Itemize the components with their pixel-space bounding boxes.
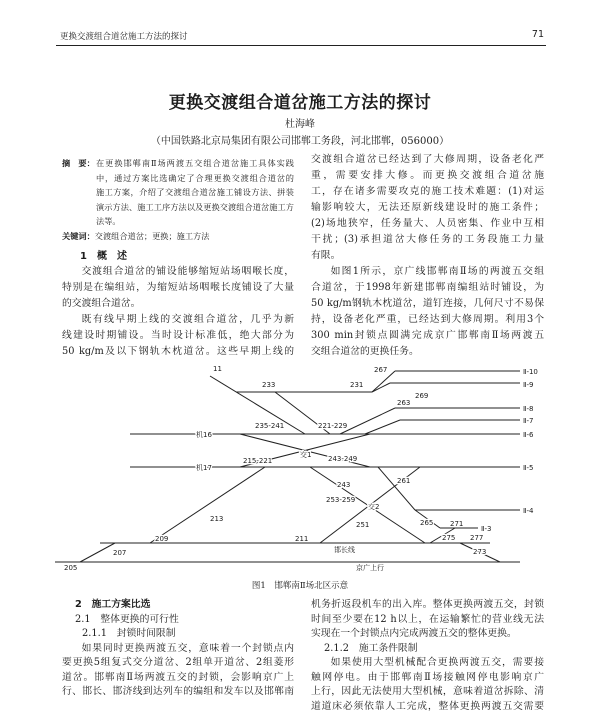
text-line: (2)场地狭窄，任务量大、人员密集、作业中互相 [311, 218, 544, 229]
track-line [372, 371, 395, 392]
text-line: 特别是在编组站，为缩短站场咽喉长度铺设了大量 [62, 282, 294, 293]
text-line: 如果使用大型机械配合更换两渡五交，需要接 [330, 657, 544, 668]
abstract-text [96, 156, 294, 229]
text-line: 工，存在诸多需要攻克的施工技术难题：(1)对运 [311, 186, 544, 197]
station-track-diagram [40, 358, 560, 573]
text-line: 有限。 [311, 250, 341, 261]
track-label: Ⅱ-5 [523, 464, 534, 472]
page-number: 71 [531, 29, 544, 40]
text-line: 50 kg/m钢轨木枕道岔，道钉连接，几何尺寸不易保 [311, 298, 544, 309]
switch-label: 207 [113, 549, 127, 557]
author-affiliation: （中国铁路北京局集团有限公司邯郸工务段，河北邯郸，056000） [150, 136, 450, 147]
track-label: Ⅱ-10 [523, 368, 538, 376]
switch-label: 243-249 [328, 455, 358, 463]
text-line: 如图1所示，京广线邯郸南Ⅱ场的两渡五交组 [330, 266, 544, 277]
subsection-heading: 2.1 整体更换的可行性 [75, 613, 179, 625]
text-line: 合道岔，于1998年新建邯郸南编组站时铺设，为 [311, 282, 544, 293]
crossing-label: 交1 [300, 451, 312, 459]
switch-label: 221-229 [318, 422, 348, 430]
text-line: 交组合道岔的更换任务。 [311, 346, 419, 357]
text-line: 实现在一个封锁点内完成两渡五交的整体更换。 [311, 628, 517, 639]
text-line: 在更换邯郸南Ⅱ场两渡五交组合道岔施工具体实践 [96, 158, 294, 168]
text-line: 交渡组合道岔已经达到了大修周期，设备老化严 [311, 154, 544, 165]
abstract-label: 摘 要： [62, 158, 95, 168]
paragraph [62, 264, 294, 312]
track-label: 邯长线 [334, 546, 355, 554]
section-heading: 2 施工方案比选 [75, 599, 151, 610]
track-label: 京广上行 [356, 564, 384, 572]
switch-label: 243 [337, 481, 351, 489]
track-labels [64, 365, 538, 572]
track-label: Ⅱ-9 [523, 381, 534, 389]
text-line: 上行，因此无法使用大型机械，意味着道岔拆除、清 [311, 686, 544, 697]
text-line: 300 min封锁点圆满完成京广邯郸南Ⅱ场两渡五 [311, 330, 544, 341]
left-column-section2 [62, 598, 294, 700]
subsubsection-heading: 2.1.1 封锁时间限制 [82, 628, 176, 639]
switch-label: 263 [397, 399, 411, 407]
text-line: 如果同时更换两渡五交，意味着一个封锁点内 [81, 642, 294, 654]
text-line: 重，需要安排大修。而更换交渡组合道岔施 [311, 170, 544, 181]
article-title: 更换交渡组合道岔施工方法的探讨 [168, 93, 432, 113]
switch-label: 275 [442, 534, 456, 542]
text-line: 法等。 [96, 216, 121, 226]
keywords [62, 229, 294, 243]
switch-label: 267 [374, 366, 388, 374]
switch-label: 261 [397, 477, 411, 485]
track-label: Ⅱ-7 [523, 417, 534, 425]
switch-label: 205 [64, 564, 78, 572]
paragraph [311, 264, 544, 360]
text-line: 道岔。邯郸南Ⅱ场两渡五交的封锁，会影响京广上 [62, 671, 294, 683]
text-line: 既有线早期上线的交渡组合道岔，几乎为新 [81, 314, 294, 325]
header-rule [56, 45, 546, 46]
paragraph [311, 656, 544, 714]
crossing-label: 交2 [368, 503, 380, 511]
track-line [80, 543, 115, 562]
figure-caption: 图1 邯郸南Ⅱ场北区示意 [251, 581, 349, 591]
switch-label: 211 [295, 535, 309, 543]
switch-label: 251 [356, 521, 370, 529]
switch-label: 231 [350, 381, 364, 389]
switch-label: 213 [210, 515, 224, 523]
text-line: 机务折返段机车的出入库。整体更换两渡五交，封锁 [311, 599, 544, 610]
keywords-text: 交渡组合道岔；更换；施工方法 [94, 231, 210, 241]
switch-label: 233 [262, 381, 276, 389]
switch-label: 277 [470, 534, 484, 542]
text-line: 线建设时期铺设。当时设计标准低，绝大部分为 [62, 330, 294, 341]
subsubsection-heading: 2.1.2 施工条件限制 [324, 642, 418, 654]
track-label: Ⅱ-4 [523, 507, 534, 515]
paragraph [311, 152, 544, 264]
switch-label: 209 [155, 535, 169, 543]
keywords-label: 关键词： [62, 231, 95, 241]
text-line: 要更换5组复式交分道岔、2组单开道岔、2组菱形 [62, 657, 294, 668]
text-line: 触网停电。由于邯郸南Ⅱ场接触网停电影响京广 [311, 671, 544, 683]
switch-label: 215-221 [243, 457, 273, 465]
section-heading: 1 概 述 [80, 251, 127, 262]
track-label: Ⅱ-3 [481, 525, 492, 533]
paragraph [62, 642, 294, 700]
switch-label: 265 [420, 519, 434, 527]
switch-label: 269 [415, 392, 429, 400]
switch-label: 253-259 [326, 496, 356, 504]
running-title: 更换交渡组合道岔施工方法的探讨 [60, 32, 188, 42]
right-column-section1 [311, 152, 544, 360]
text-line: 持，设备老化严重，已经达到大修周期。利用3个 [311, 314, 544, 325]
paragraph [62, 312, 294, 360]
text-line: 的交渡组合道岔。 [62, 298, 141, 309]
switch-label: 271 [450, 520, 464, 528]
text-line: 道道床必须依靠人工完成，整体更换两渡五交需要 [311, 700, 544, 712]
switch-label: 11 [213, 365, 222, 373]
text-line: 行、邯长、邯济线到达列车的编组和发车以及邯郸南 [62, 686, 294, 697]
text-line: 50 kg/m及以下钢轨木枕道岔。这些早期上线的 [62, 346, 294, 357]
track-line [340, 408, 395, 434]
track-label: 机17 [196, 464, 212, 472]
text-line: 中，通过方案比选确定了合理更换交渡组合道岔的 [96, 172, 294, 183]
text-line: 时间至少要在12 h以上，在运输繁忙的营业线无法 [311, 613, 544, 625]
track-line [150, 467, 265, 543]
text-line: 输影响较大，无法还原新线建设时的施工条件； [311, 202, 544, 213]
switch-label: 273 [473, 548, 487, 556]
right-column-section2 [311, 598, 544, 714]
text-line: 施工方案，介绍了交渡组合道岔施工铺设方法、拼装 [96, 187, 294, 197]
track-line [365, 420, 400, 434]
text-line: 演示方法、施工工序方法以及更换交渡组合道岔施工方 [96, 201, 294, 212]
track-label: 机16 [196, 431, 212, 439]
paragraph [311, 598, 544, 642]
text-line: 交渡组合道岔的铺设能够缩短站场咽喉长度， [81, 266, 294, 277]
track-label: Ⅱ-6 [523, 431, 534, 439]
author-name: 杜海峰 [285, 119, 315, 130]
track-label: Ⅱ-8 [523, 405, 534, 413]
text-line: 干扰；(3)承担道岔大修任务的工务段施工力量 [311, 234, 544, 245]
left-column-section1 [62, 264, 294, 360]
track-line [378, 467, 415, 510]
switch-label: 235-241 [255, 422, 285, 430]
